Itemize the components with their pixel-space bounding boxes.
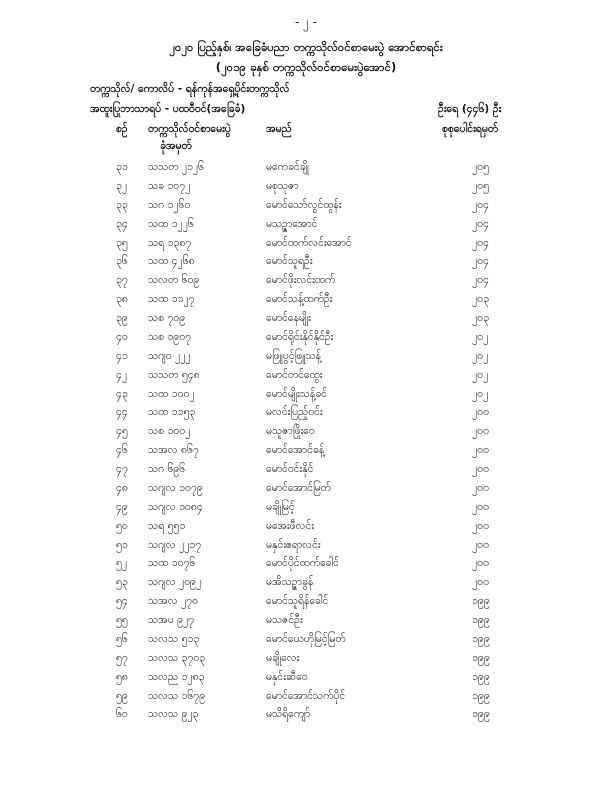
table-row [0, 274, 612, 293]
total-marks: ၂၀၀ [472, 481, 489, 494]
student-name: မောင်သူရိန်ခေါင် [266, 595, 329, 608]
total-marks: ၂၀၀ [472, 425, 489, 438]
table-row [0, 255, 612, 274]
table-row [0, 237, 612, 256]
roll-number: သထ ၁၁၂၇ [148, 293, 195, 306]
row-number: ၄၂ [116, 368, 128, 381]
total-marks: ၂၀၄ [472, 236, 489, 249]
student-name: မလင်းပြည့်ဝင်း [266, 406, 323, 419]
total-marks: ၂၀၂ [472, 330, 489, 343]
row-number: ၅၉ [116, 689, 128, 702]
row-number: ၅၈ [116, 670, 128, 683]
row-number: ၃၄ [116, 217, 128, 230]
student-name: မောင်သော်လွင်ထွန်း [266, 198, 342, 211]
student-name: မအိသဉ္ဇာခွန် [266, 576, 314, 589]
student-name: မောင်ပိုင်ထက်ခေါင် [266, 557, 339, 570]
roll-number: သရ ၁၃၈၇ [148, 236, 192, 249]
roll-number: သအလ ၈၆၇ [148, 444, 199, 457]
total-marks: ၁၉၉ [472, 689, 490, 702]
total-marks: ၁၉၉ [472, 651, 490, 664]
page-number: - ၂ - [294, 15, 318, 29]
total-marks: ၁၉၉ [472, 614, 490, 626]
roll-number: သအပ ၉၂၇ [148, 614, 195, 626]
results-table [0, 161, 612, 727]
total-marks: ၂၀၀ [472, 557, 489, 570]
roll-number: သသတ ၅၄၈ [148, 368, 200, 381]
table-row [0, 218, 612, 237]
student-name: မကေခင်ချို [266, 161, 309, 173]
student-name: မောင်ယေဟိုမြင့်မြတ် [266, 632, 346, 645]
roll-number: သထ ၁၁၅၃ [148, 406, 196, 419]
roll-number: သထ ၁၀၇၆ [148, 557, 196, 570]
total-marks: ၂၀၄ [472, 274, 489, 287]
total-marks: ၂၀၂ [472, 387, 489, 400]
row-number: ၅၅ [116, 614, 128, 626]
table-row [0, 690, 612, 709]
column-header-roll-sub: ခုံအမှတ် [160, 140, 192, 152]
roll-number: သလသ ၃၇၀၃ [148, 651, 206, 664]
table-row [0, 652, 612, 671]
total-marks: ၂၀၄ [472, 255, 489, 268]
table-row [0, 482, 612, 501]
student-name: မောင်ဝင်းနိုင် [266, 463, 314, 475]
total-marks: ၂၀၀ [472, 463, 489, 475]
total-marks: ၁၉၉ [472, 632, 490, 645]
row-number: ၄၃ [116, 387, 128, 400]
roll-number: သထ ၄၂၆၈ [148, 255, 195, 268]
roll-number: သလသ ၉၂၃ [148, 708, 199, 721]
table-row [0, 671, 612, 690]
document-title: ၂၀၂၀ ပြည့်နှစ်၊ အခြေခံပညာ တက္ကသိုလ်ဝင်စာမေးပွဲ အောင်စာရင်း [169, 40, 443, 54]
roll-number: သဂ ၁၂၆၀ [148, 198, 191, 211]
student-name: မသူဇာဖြိုးဝေ [266, 425, 315, 438]
total-marks: ၂၀၀ [472, 500, 489, 513]
row-number: ၄၄ [116, 406, 128, 419]
row-number: ၅၇ [116, 651, 128, 664]
table-row [0, 463, 612, 482]
table-row [0, 312, 612, 331]
row-number: ၄၁ [116, 349, 128, 362]
total-marks: ၂၀၀ [472, 519, 489, 532]
table-row [0, 614, 612, 633]
row-number: ၄၈ [116, 481, 128, 494]
table-row [0, 180, 612, 199]
table-row [0, 199, 612, 218]
student-name: မောင်ရိုင်းနိုင်နိုင်ဦး [266, 330, 334, 343]
table-row [0, 576, 612, 595]
roll-number: သသတ ၂၁၂၆ [148, 161, 204, 173]
row-number: ၄၆ [116, 444, 128, 457]
row-number: ၆၀ [116, 708, 128, 721]
total-marks: ၂၀၀ [472, 444, 489, 457]
row-number: ၄၇ [116, 463, 128, 475]
roll-number: သဂျလ ၁၀၈၄ [148, 500, 203, 513]
table-row [0, 161, 612, 180]
table-row [0, 633, 612, 652]
total-marks: ၂၀၄ [472, 198, 489, 211]
student-name: မောင်ဖိုးလင်းထက် [266, 274, 336, 287]
column-header-no: စဉ် [116, 123, 128, 135]
roll-number: သထ ၁၀၀၂ [148, 387, 195, 400]
row-number: ၃၈ [116, 293, 128, 306]
table-row [0, 595, 612, 614]
student-name: မောင်သူရဦး [266, 255, 313, 268]
roll-number: သဂျလ ၂၂၁၇ [148, 538, 202, 551]
roll-number: သလသ ၅၁၃ [148, 632, 200, 645]
roll-number: သအလ ၂၇၀ [148, 595, 198, 608]
student-name: မချိုမြင့် [266, 500, 295, 513]
row-number: ၅၆ [116, 632, 128, 645]
total-marks: ၂၀၀ [472, 538, 489, 551]
student-name: မောင်နေမျိုး [266, 312, 311, 324]
student-name: မောင်အောင်မြတ် [266, 481, 331, 494]
roll-number: သဂျ၀ ၂၂၂ [148, 349, 191, 362]
total-marks: ၁၉၉ [472, 670, 490, 683]
student-name: မနှင်းဆီဝေ [266, 670, 308, 683]
total-marks: ၂၀၀ [472, 406, 489, 419]
university-line: တက္ကသိုလ်/ ကောလိပ် - ရန်ကုန်အရှေ့ပိုင်းတက္ကသိုလ် [90, 83, 290, 95]
table-row [0, 425, 612, 444]
row-number: ၃၃ [116, 198, 128, 211]
table-row [0, 350, 612, 369]
column-header-name: အမည် [266, 123, 292, 135]
table-row [0, 557, 612, 576]
row-number: ၄၅ [116, 425, 128, 438]
roll-number: သရ ၅၅၁ [148, 519, 186, 532]
student-name: မောင်ထက်လင်းအောင် [266, 236, 352, 249]
student-name: မသိရိကျော် [266, 708, 311, 721]
roll-number: သထ ၁၂၂၆ [148, 217, 194, 230]
student-name: မောင်အောင်သက်ပိုင် [266, 689, 346, 702]
column-header-roll: တက္ကသိုလ်ဝင်စာမေးပွဲ [148, 123, 231, 135]
table-row [0, 520, 612, 539]
row-number: ၃၆ [116, 255, 128, 268]
row-number: ၅၄ [116, 595, 128, 608]
table-row [0, 406, 612, 425]
roll-number: သစ ၇၀၉ [148, 312, 186, 324]
table-row [0, 444, 612, 463]
row-number: ၅၁ [116, 538, 128, 551]
table-row [0, 708, 612, 727]
roll-number: သဂျလ ၂၀၉၂ [148, 576, 202, 589]
roll-number: သဂျလ ၁၀၇၉ [148, 481, 203, 494]
total-marks: ၂၀၃ [472, 293, 489, 306]
table-row [0, 293, 612, 312]
student-name: မောင်တင်ထွေး [266, 368, 323, 381]
roll-number: သခ ၁၀၇၂ [148, 179, 191, 192]
row-number: ၃၉ [116, 312, 128, 324]
student-name: မောင်မျိုးသန့်ခင် [266, 387, 327, 400]
table-row [0, 388, 612, 407]
student-name: မောင်အောင်ခန့် [266, 444, 325, 457]
student-name: မသဇင်ဦး [266, 614, 303, 626]
student-name: မချိုလေး [266, 651, 300, 664]
row-number: ၄၉ [116, 500, 128, 513]
row-number: ၅၂ [116, 557, 128, 570]
student-name: မသဉ္ဇာအောင် [266, 217, 318, 230]
total-count: ဦးရေ (၄၄၆) ဦး [438, 103, 502, 115]
table-row [0, 369, 612, 388]
total-marks: ၂၀၄ [472, 217, 489, 230]
column-header-marks: စုစုပေါင်းရမှတ် [442, 123, 499, 135]
student-name: မနှင်းဧရာလင်း [266, 538, 321, 551]
row-number: ၅၀ [116, 519, 128, 532]
student-name: မောင်သန့်ထက်ဦး [266, 293, 333, 306]
roll-number: သဂ ၆၉၆ [148, 463, 186, 475]
table-row [0, 331, 612, 350]
table-row [0, 501, 612, 520]
row-number: ၃၅ [116, 236, 128, 249]
total-marks: ၁၉၉ [472, 595, 490, 608]
student-name: မဖြူပွင့်ဖြူသန့် [266, 349, 321, 362]
major-subject-line: အထူးပြုဘာသာရပ် - ပထဝီဝင်(အခြေခံ) [90, 103, 246, 115]
total-marks: ၂၀၂ [472, 349, 489, 362]
student-name: မစုသုဇာ [266, 179, 299, 192]
row-number: ၃၁ [116, 161, 128, 173]
total-marks: ၂၀၂ [472, 368, 489, 381]
roll-number: သစ ၁၀၀၂ [148, 425, 191, 438]
roll-number: သလည ၁၂၈၃ [148, 670, 205, 683]
student-name: မအေးဖီလင်း [266, 519, 314, 532]
row-number: ၃၂ [116, 179, 128, 192]
table-row [0, 539, 612, 558]
total-marks: ၂၀၅ [472, 161, 489, 173]
total-marks: ၂၀၃ [472, 312, 489, 324]
roll-number: သစ ၁၉၀၇ [148, 330, 192, 343]
total-marks: ၂၀၅ [472, 179, 489, 192]
row-number: ၄၀ [116, 330, 128, 343]
roll-number: သလသ ၁၆၇၉ [148, 689, 206, 702]
total-marks: ၂၀၀ [472, 576, 489, 589]
roll-number: သလတ ၆၀၉ [148, 274, 200, 287]
row-number: ၃၇ [116, 274, 128, 287]
document-subtitle: (၂၀၁၉ ခုနှစ် တက္ကသိုလ်ဝင်စာမေးပွဲအောင်) [215, 60, 397, 74]
row-number: ၅၃ [116, 576, 128, 589]
total-marks: ၁၉၉ [472, 708, 490, 721]
